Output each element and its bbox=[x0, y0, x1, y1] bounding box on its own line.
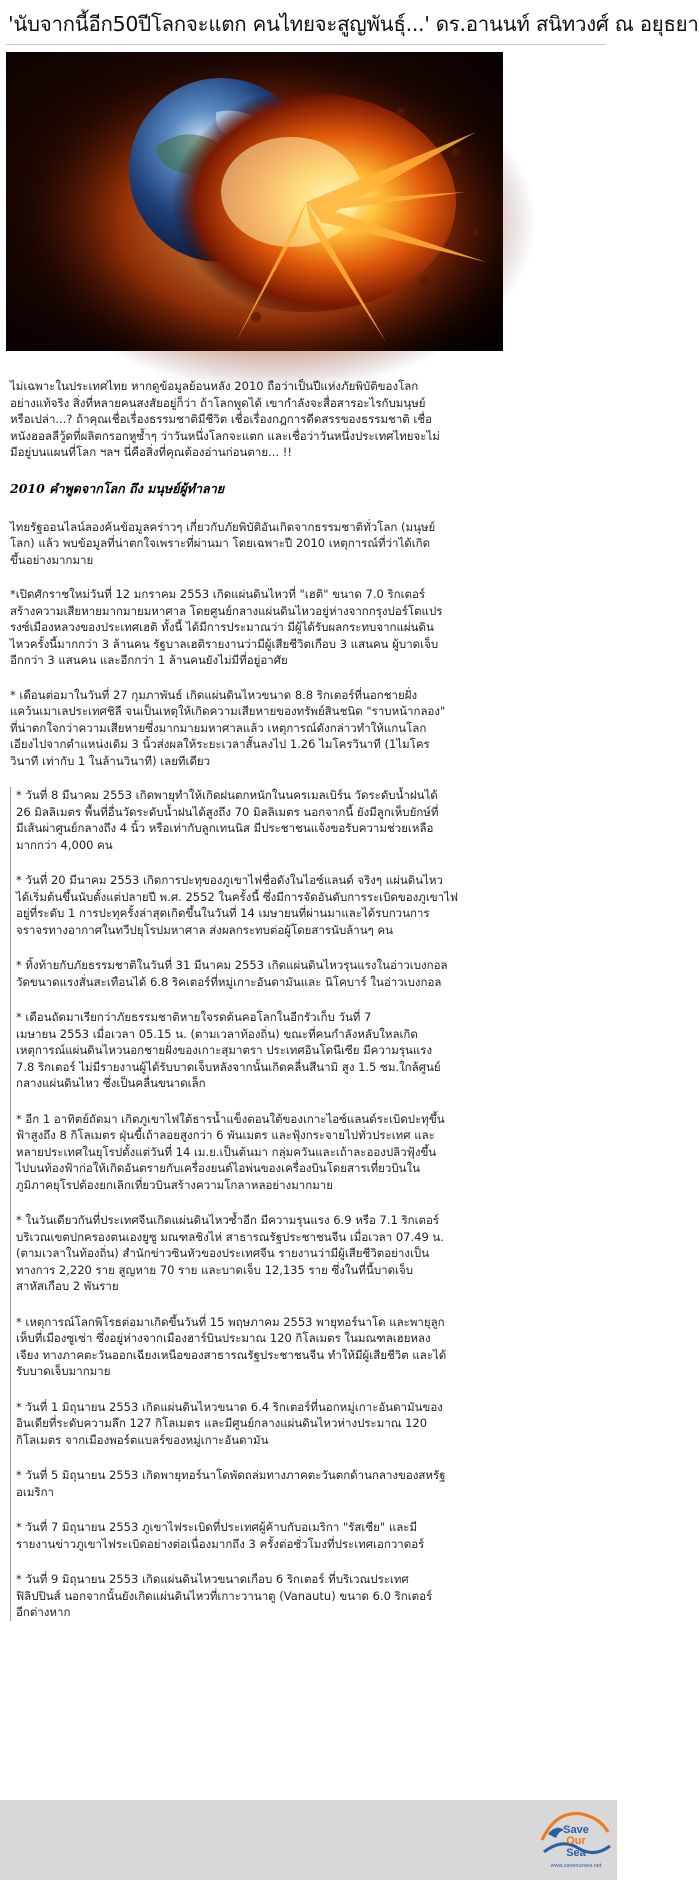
event-list bbox=[10, 787, 488, 1621]
list-item: * วันที่ 9 มิถุนายน 2553 เกิดแผ่นดินไหวขนาดเกือบ 6 ริกเตอร์ ที่บริเวณประเทศ ฟิลิปปินส์ นอกจากนั้นยังเกิดแผ่นดินไหวที่เกาะวานาตู (Vanautu) ขนาด 6.0 ริกเตอร์ อีกต่างหาก bbox=[16, 1572, 433, 1619]
section-heading: 2010 คำพูดจากโลก ถึง มนุษย์ผู้ทำลาย bbox=[10, 480, 225, 496]
page-title: 'นับจากนี้อีก50ปีโลกจะแตก คนไทยจะสูญพันธุ์...' ดร.อานนท์ สนิทวงศ์ ณ อยุธยา bbox=[8, 12, 699, 36]
logo-word-2: Our bbox=[566, 1835, 586, 1847]
paragraph-overview: ไทยรัฐออนไลน์ลองค้นข้อมูลคร่าวๆ เกี่ยวกับภัยพิบัติอันเกิดจากธรรมชาติทั่วโลก (มนุษย์ โลก) แล้ว พบข้อมูลที่น่าตกใจเพราะที่ผ่านมา โดยเฉพาะปี 2010 เหตุการณ์ที่ว่าได้เกิด ขึ้นอย่างมากมาย bbox=[10, 519, 436, 567]
list-item: * วันที่ 5 มิถุนายน 2553 เกิดพายุทอร์นาโดพัดถล่มทางภาคตะวันตกด้านกลางของสหรัฐ อเมริกา bbox=[16, 1468, 446, 1499]
article-body bbox=[10, 378, 488, 1640]
list-item: * เหตุการณ์โลกพิโรธต่อมาเกิดขึ้นวันที่ 15 พฤษภาคม 2553 พายุทอร์นาโด และพายุลูก เห็บที่เมืองซูเซ่า ซึ่งอยู่ห่างจากเมืองฮาร์บินประมาณ 120 กิโลเมตร ในมณฑลเฮยหลง เจียง ทางภาคตะวันออกเฉียงเหนือของสาธารณรัฐประชาชนจีน ทำให้มีผู้เสียชีวิต และได้ รับบาดเจ็บมากมาย bbox=[16, 1314, 447, 1378]
save-our-sea-logo[interactable] bbox=[536, 1806, 616, 1872]
list-item: * เดือนถัดมาเรียกว่าภัยธรรมชาติหายใจรดต้นคอโลกในอีกรัวเก็บ วันที่ 7 เมษายน 2553 เมื่อเวลา 05.15 น. (ตามเวลาท้องถิ่น) ขณะที่คนกำลังหลับใหลเกิด เหตุการณ์แผ่นดินไหวนอกชายฝั่งของเกาะสุมาตรา ประเทศอินโดนีเซีย มีความรุนแรง 7.8 ริกเตอร์ ไม่มีรายงานผู้ได้รับบาดเจ็บหลังจากนั้นเกิดคลื่นสึนามิ สูง 1.5 ซม.ใกล้ศูนย์ กลางแผ่นดินไหว ซึ่งเป็นคลื่นขนาดเล็ก bbox=[16, 1010, 441, 1090]
logo-url: www.saveoursea.net bbox=[550, 1863, 602, 1869]
list-item: * ทิ้งท้ายกับภัยธรรมชาติในวันที่ 31 มีนาคม 2553 เกิดแผ่นดินไหวรุนแรงในอ่าวเบงกอล วัดขนาดแรงสั่นสะเทือนได้ 6.8 ริคเตอร์ที่หมู่เกาะอันดามันและ นิโคบาร์ ในอ่าวเบงกอล bbox=[16, 958, 448, 989]
title-divider bbox=[6, 44, 606, 45]
list-item: * อีก 1 อาทิตย์ถัดมา เกิดภูเขาไฟใต้ธารน้ำแข็งตอนใต้ของเกาะไอซ์แลนด์ระเบิดปะทุขึ้น ฟ้าสูงถึง 8 กิโลเมตร ฝุ่นขี้เถ้าลอยสูงกว่า 6 พันเมตร และฟุ้งกระจายไปทั่วประเทศ และ หลายประเทศในยุโรปตั้งแต่วันที่ 14 เม.ย.เป็นต้นมา กลุ่มควันและเถ้าละอองปลิวฟุ้งขึ้น ไปบนท้องฟ้าก่อให้เกิดอันตรายกับเครื่องยนต์ไอพ่นของเครื่องบินโดยสารเที่ยวบินใน ภูมิภาคยุโรปต้องยกเลิกเที่ยวบินสร้างความโกลาหลอย่างมากมาย bbox=[16, 1111, 445, 1192]
intro-paragraph: ไม่เฉพาะในประเทศไทย หากดูข้อมูลย้อนหลัง 2010 ถือว่าเป็นปีแห่งภัยพิบัติของโลก อย่างแท้จริง สิ่งที่หลายคนสงสัยอยู่ก็ว่า ถ้าโลกพูดได้ เขากำลังจะสื่อสารอะไรกับมนุษย์ หรือเปล่า...? ถ้าคุณเชื่อเรื่องธรรมชาติมีชีวิต เชื่อเรื่องกฎการดีดสรรของธรรมชาติ เชื่อ หนังฮอลลีวู้ดที่ผลิตกรอกหูซ้ำๆ ว่าวันหนึ่งโลกจะแตก และเชื่อว่าวันหนึ่งประเทศไทยจะไม่ มีอยู่บนแผนที่โลก ฯลฯ นี่คือสิ่งที่คุณต้องอ่านก่อนตาย... !! bbox=[10, 379, 440, 459]
paragraph-haiti: *เปิดศักราชใหม่วันที่ 12 มกราคม 2553 เกิดแผ่นดินไหวที่ "เฮติ" ขนาด 7.0 ริกเตอร์ สร้างความเสียหายมากมายมหาศาล โดยศูนย์กลางแผ่นดินไหวอยู่ห่างจากกรุงปอร์โตแปร รงซ์เมืองหลวงของประเทศเฮติ ทั้งนี้ ได้มีการประมาณว่า มีผู้ได้รับผลกระทบจากแผ่นดิน ไหวครั้งนี้มากกว่า 3 ล้านคน รัฐบาลเฮติรายงานว่ามีผู้เสียชีวิตเกือบ 3 แสนคน ผู้บาดเจ็บ อีกกว่า 3 แสนคน และอีกกว่า 1 ล้านคนยังไม่มีที่อยู่อาศัย bbox=[10, 587, 443, 667]
paragraph-chile: * เดือนต่อมาในวันที่ 27 กุมภาพันธ์ เกิดแผ่นดินไหวขนาด 8.8 ริกเตอร์ที่นอกชายฝั่ง แคว้นเมาเลประเทศชิลี จนเป็นเหตุให้เกิดความเสียหายของทรัพย์สินชนิด "ราบหน้ากลอง" ที่น่าตกใจกว่าความเสียหายซึ่งมากมายมหาศาลแล้ว เหตุการณ์ดังกล่าวทำให้แกนโลก เอียงไปจากตำแหน่งเดิม 3 นิ้วส่งผลให้ระยะเวลาสั้นลงไป 1.26 ไมโครวินาที (1ไมโคร วินาที เท่ากับ 1 ในล้านวินาที) เลยทีเดียว bbox=[10, 687, 446, 768]
logo-word-1: Save bbox=[563, 1824, 589, 1836]
list-item: * วันที่ 20 มีนาคม 2553 เกิดการปะทุของภูเขาไฟชื่อดังในไอซ์แลนด์ จริงๆ แผ่นดินไหว ได้เริ่มต้นขึ้นนับตั้งแต่ปลายปี พ.ศ. 2552 ในครั้งนี้ ซึ่งมีการจัดอันดับการระเบิดของภูเขาไฟ อยู่ที่ระดับ 1 การปะทุครั้งล่าสุดเกิดขึ้นในวันที่ 14 เมษายนที่ผ่านมาและได้รบกวนการ จราจรทางอากาศในทวีปยุโรปมหาศาล ส่งผลกระทบต่อผู้โดยสารนับล้านๆ คน bbox=[16, 873, 458, 937]
list-item: * วันที่ 7 มิถุนายน 2553 ภูเขาไฟระเบิดที่ประเทศผู้ค้าบกับอเมริกา "รัสเซีย" และมี รายงานข่าวภูเขาไฟระเบิดอย่างต่อเนื่องมากถึง 3 ครั้งต่อชั่วโมงที่ประเทศเอกวาดอร์ bbox=[16, 1520, 425, 1551]
earth-explosion-image bbox=[6, 52, 503, 351]
list-item: * ในวันเดียวกันที่ประเทศจีนเกิดแผ่นดินไหวซ้ำอีก มีความรุนแรง 6.9 หรือ 7.1 ริกเตอร์ บริเวณเขตปกครองตนเองยูซู มณฑลชิงไห่ สาธารณรัฐประชาชนจีน เมื่อเวลา 07.49 น. (ตามเวลาในท้องถิ่น) สำนักข่าวซินหัวของประเทศจีน รายงานว่ามีผู้เสียชีวิตอย่างเป็น ทางการ 2,220 ราย สูญหาย 70 ราย และบาดเจ็บ 12,135 ราย ซึ่งในที่นี้บาดเจ็บ สาหัสเกือบ 2 พันราย bbox=[16, 1213, 444, 1293]
list-item: * วันที่ 1 มิถุนายน 2553 เกิดแผ่นดินไหวขนาด 6.4 ริกเตอร์ที่นอกหมู่เกาะอันดามันของ อินเดียที่ระดับความลึก 127 กิโลเมตร และมีศูนย์กลางแผ่นดินไหวห่างประมาณ 120 กิโลเมตร จากเมืองพอร์ตแบลร์ของหมู่เกาะอันดามัน bbox=[16, 1399, 443, 1447]
list-item: * วันที่ 8 มีนาคม 2553 เกิดพายุทำให้เกิดฝนตกหนักในนครเมลเบิร์น วัดระดับน้ำฝนได้ 26 มิลลิเมตร พื้นที่อื่นวัดระดับน้ำฝนได้สูงถึง 70 มิลลิเมตร นอกจากนี้ ยังมีลูกเห็บยักษ์ที่ มีเส้นผ่าศูนย์กลางถึง 4 นิ้ว หรือเท่ากับลูกเทนนิส มีประชาชนแจ้งขอรับความช่วยเหลือ มากกว่า 4,000 คน bbox=[16, 788, 439, 852]
logo-word-3: Sea bbox=[566, 1847, 586, 1859]
page-footer bbox=[0, 1800, 617, 1880]
